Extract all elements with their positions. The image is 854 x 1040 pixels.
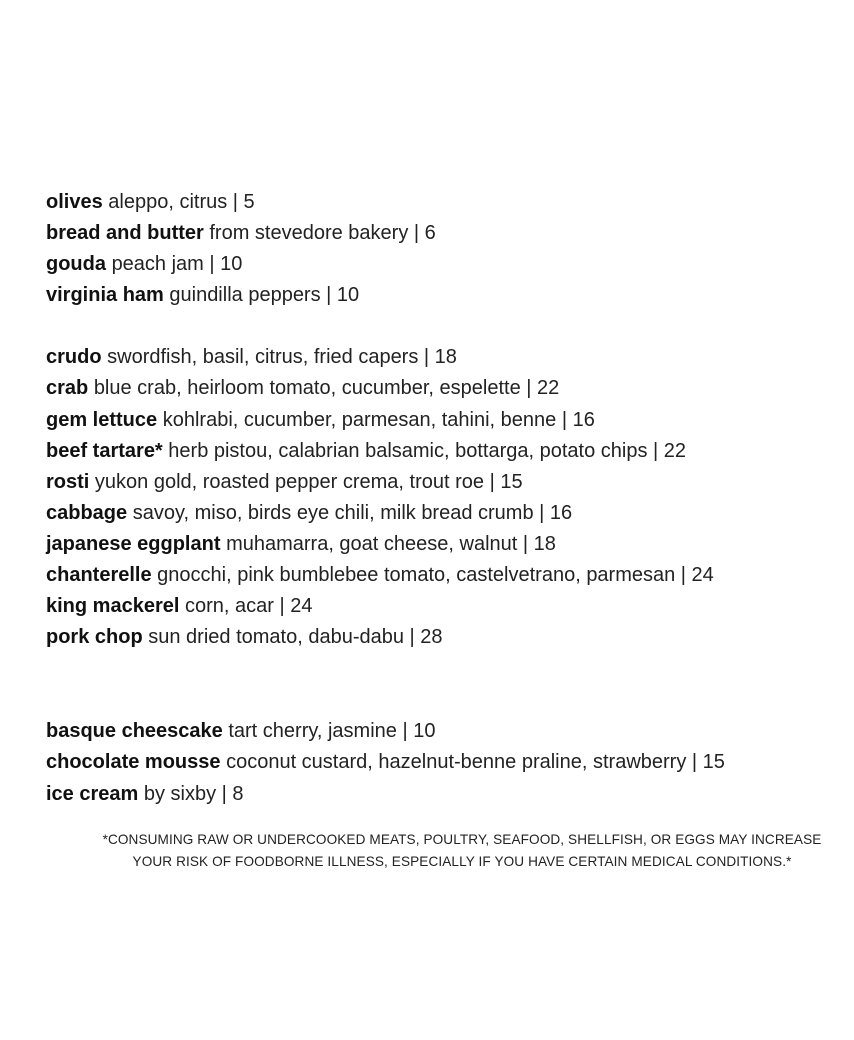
menu-section-desserts: [46, 716, 836, 809]
menu-item: [46, 591, 836, 622]
menu-item-name: ice cream: [46, 782, 139, 805]
section-spacer: [46, 311, 836, 342]
menu-item-name: pork chop: [46, 626, 143, 649]
menu-item-description: from stevedore bakery | 6: [209, 222, 436, 245]
menu-item: [46, 498, 836, 529]
menu-item-name: beef tartare*: [46, 439, 163, 462]
menu-item-description: yukon gold, roasted pepper crema, trout roe | 15: [94, 470, 523, 493]
menu-item-name: virginia ham: [46, 284, 164, 307]
menu-item-description: gnocchi, pink bumblebee tomato, castelvetrano, parmesan | 24: [157, 564, 714, 587]
menu-item: [46, 779, 836, 810]
menu-item: [46, 716, 836, 747]
menu-item-description: tart cherry, jasmine | 10: [228, 720, 436, 743]
menu-section-snacks: [46, 187, 836, 311]
menu-item-name: chocolate mousse: [46, 751, 221, 774]
menu-item: [46, 342, 836, 373]
menu-item-description: swordfish, basil, citrus, fried capers | 18: [107, 346, 457, 369]
menu-item: [46, 529, 836, 560]
menu-item-description: sun dried tomato, dabu-dabu | 28: [148, 626, 443, 649]
menu-item: [46, 373, 836, 404]
menu-item-description: aleppo, citrus | 5: [108, 191, 255, 213]
menu-item-name: king mackerel: [46, 595, 180, 618]
menu-section-plates: [46, 342, 836, 653]
menu-item: [46, 560, 836, 591]
menu-item-description: herb pistou, calabrian balsamic, bottarga, potato chips | 22: [168, 439, 687, 462]
menu-item-description: peach jam | 10: [111, 253, 243, 276]
menu-item: [46, 249, 836, 280]
disclaimer-line-2: YOUR RISK OF FOODBORNE ILLNESS, ESPECIALLY IF YOU HAVE CERTAIN MEDICAL CONDITIONS.*: [132, 854, 792, 869]
menu-item-description: by sixby | 8: [143, 782, 244, 805]
disclaimer-line-1: *CONSUMING RAW OR UNDERCOOKED MEATS, POULTRY, SEAFOOD, SHELLFISH, OR EGGS MAY INCREASE: [102, 832, 822, 847]
menu-item-name: crab: [46, 377, 89, 400]
menu-item-description: coconut custard, hazelnut-benne praline, strawberry | 15: [226, 751, 725, 774]
menu-item-description: kohlrabi, cucumber, parmesan, tahini, benne | 16: [162, 408, 595, 431]
menu: [46, 187, 836, 810]
menu-item: [46, 436, 836, 467]
health-disclaimer: [100, 829, 824, 873]
menu-item-name: japanese eggplant: [46, 532, 221, 555]
menu-item: [46, 747, 836, 778]
menu-item: [46, 187, 836, 218]
menu-item-name: basque cheescake: [46, 720, 223, 743]
menu-item: [46, 622, 836, 653]
menu-item: [46, 218, 836, 249]
menu-item-name: gouda: [46, 253, 106, 276]
section-spacer: [46, 653, 836, 716]
menu-item-name: crudo: [46, 346, 102, 369]
menu-item-description: corn, acar | 24: [184, 595, 313, 618]
menu-item-name: chanterelle: [46, 564, 152, 587]
menu-item-name: olives: [46, 191, 103, 213]
menu-item: [46, 280, 836, 311]
menu-item-name: bread and butter: [46, 222, 204, 245]
menu-item-description: muhamarra, goat cheese, walnut | 18: [226, 532, 556, 555]
menu-item-description: blue crab, heirloom tomato, cucumber, espelette | 22: [93, 377, 560, 400]
menu-item-description: savoy, miso, birds eye chili, milk bread crumb | 16: [132, 501, 573, 524]
menu-item-description: guindilla peppers | 10: [169, 284, 360, 307]
menu-item: [46, 467, 836, 498]
menu-item-name: rosti: [46, 470, 90, 493]
menu-item: [46, 405, 836, 436]
menu-item-name: cabbage: [46, 501, 128, 524]
menu-item-name: gem lettuce: [46, 408, 158, 431]
